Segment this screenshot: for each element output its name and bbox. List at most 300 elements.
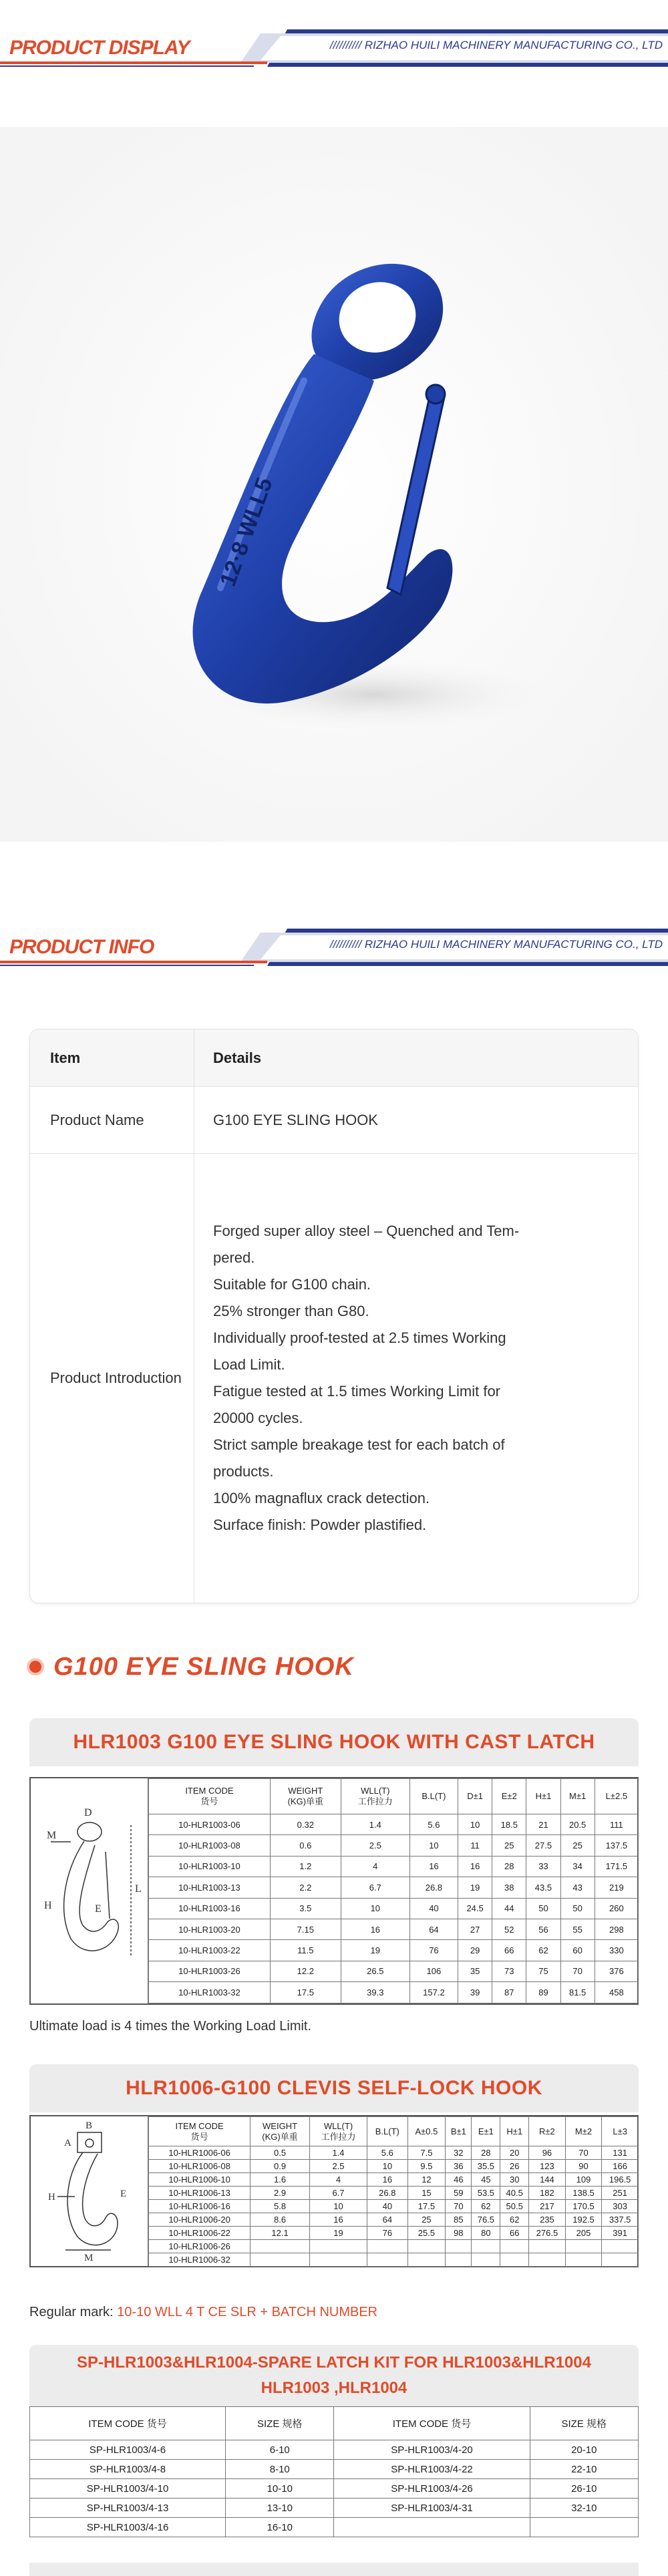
intro-line: Suitable for G100 chain. <box>213 1276 371 1293</box>
table-cell: 2.2 <box>270 1877 341 1898</box>
table-cell: 30 <box>500 2173 529 2187</box>
intro-line: Strict sample breakage test for each batch of <box>213 1436 505 1453</box>
table-cell: 45 <box>472 2173 500 2187</box>
product-info-table <box>29 1029 639 1603</box>
column-header-text: WEIGHT <box>288 1786 323 1796</box>
latch-kit-table <box>29 2406 639 2537</box>
regular-mark-value: 10-10 WLL 4 T CE SLR + BATCH NUMBER <box>117 2305 378 2319</box>
table-cell: 25 <box>560 1835 595 1856</box>
table-cell: 85 <box>446 2213 472 2227</box>
table-row <box>149 1898 639 1919</box>
table-cell: 10-HLR1003-22 <box>149 1940 271 1961</box>
table-row <box>149 2227 639 2240</box>
table-cell: 12.1 <box>251 2227 310 2240</box>
table-cell <box>251 2240 310 2253</box>
header-item: Item <box>30 1029 194 1086</box>
table-cell: 4 <box>341 1856 409 1877</box>
table-cell: SP-HLR1003/4-8 <box>30 2460 226 2479</box>
column-header-subtext: 工作拉力 <box>357 1796 393 1806</box>
dim-label-l: L <box>135 1883 142 1895</box>
table-cell: 12.2 <box>270 1961 341 1981</box>
table-cell: 458 <box>595 1982 638 2003</box>
intro-line: 25% stronger than G80. <box>213 1303 369 1319</box>
table-cell: 16 <box>309 2213 367 2227</box>
column-header <box>367 2117 407 2146</box>
hook-marking: 12·8 WLL5 <box>214 474 278 590</box>
table-cell: 106 <box>409 1961 458 1981</box>
table-cell: 137.5 <box>595 1835 638 1856</box>
table-cell <box>500 2253 529 2267</box>
table-row <box>149 2253 639 2267</box>
table-row <box>30 2460 639 2479</box>
table-header-row <box>149 1779 639 1814</box>
column-header-text: M±1 <box>569 1791 587 1801</box>
table-row <box>149 2200 639 2213</box>
table-cell: 76 <box>367 2227 407 2240</box>
table-cell <box>565 2240 602 2253</box>
table-cell: 32 <box>446 2146 472 2160</box>
column-header-text: B.L(T) <box>375 2126 399 2136</box>
column-header <box>565 2117 602 2146</box>
table-cell <box>602 2253 639 2267</box>
table-cell: 10-HLR1006-16 <box>149 2200 251 2213</box>
table-cell: 59 <box>446 2187 472 2200</box>
table-cell: 337.5 <box>602 2213 639 2227</box>
column-header-text: M±2 <box>574 2126 593 2136</box>
table-cell: 5.6 <box>409 1814 458 1835</box>
table-cell <box>472 2253 500 2267</box>
intro-line: Fatigue tested at 1.5 times Working Limit for <box>213 1383 500 1400</box>
table-cell: SP-HLR1003/4-13 <box>30 2499 226 2518</box>
table-cell: 276.5 <box>529 2227 566 2240</box>
table-cell <box>500 2240 529 2253</box>
table-row <box>149 1835 639 1856</box>
clevis-hook-diagram-icon <box>31 2116 148 2266</box>
column-header <box>446 2117 472 2146</box>
table-cell: 10-HLR1006-22 <box>149 2227 251 2240</box>
column-header-subtext: 货号 <box>200 1796 218 1806</box>
table-cell: 43.5 <box>526 1877 560 1898</box>
hlr1006-table <box>148 2116 639 2267</box>
product-name-value: G100 EYE SLING HOOK <box>213 1111 378 1128</box>
column-header-text: E±1 <box>478 2126 494 2136</box>
table-cell: 39 <box>458 1982 492 2003</box>
table-cell: 0.9 <box>251 2160 310 2173</box>
table-cell: 1.6 <box>251 2173 310 2187</box>
table-cell: 25 <box>407 2213 446 2227</box>
table-row <box>149 1856 639 1877</box>
table-cell: 16-10 <box>226 2518 334 2537</box>
table-cell: 10-HLR1006-32 <box>149 2253 251 2267</box>
table-cell: 43 <box>560 1877 595 1898</box>
table-cell: 20.5 <box>560 1814 595 1835</box>
table-cell: 21 <box>526 1814 560 1835</box>
table-cell: 50 <box>560 1898 595 1919</box>
hlr1003-spec-table <box>29 1777 639 2005</box>
section-heading <box>27 1650 354 1683</box>
column-header-text: WLL(T) <box>323 2120 353 2131</box>
table-row <box>149 1814 639 1835</box>
table-cell: 16 <box>458 1856 492 1877</box>
column-header <box>595 1779 638 1814</box>
table-cell: 123 <box>529 2160 566 2173</box>
table-cell: 17.5 <box>270 1982 341 2003</box>
table-cell: SP-HLR1003/4-20 <box>334 2440 530 2460</box>
table-cell <box>446 2240 472 2253</box>
table-cell: 70 <box>446 2200 472 2213</box>
dim-label-e: E <box>120 2189 127 2199</box>
table-cell: 64 <box>409 1919 458 1939</box>
table-cell: 28 <box>472 2146 500 2160</box>
table-cell: 2.9 <box>251 2187 310 2200</box>
column-header-subtext: 货号 <box>190 2131 208 2142</box>
hlr1006-spec-table <box>29 2115 639 2267</box>
dim-label-e: E <box>95 1903 102 1915</box>
table-cell: 235 <box>529 2213 566 2227</box>
column-header <box>149 1779 271 1814</box>
banner-company: ////////// RIZHAO HUILI MACHINERY MANUFACTURING CO., LTD <box>329 938 663 951</box>
banner-underline <box>0 61 267 64</box>
table-cell: 44 <box>492 1898 526 1919</box>
column-header-text: ITEM CODE <box>175 2120 224 2131</box>
product-intro-label: Product Introduction <box>30 1154 194 1603</box>
header-details: Details <box>213 1049 262 1066</box>
table-cell: 28 <box>492 1856 526 1877</box>
table-cell: 16 <box>341 1919 409 1939</box>
table-cell <box>309 2253 367 2267</box>
column-header <box>149 2117 251 2146</box>
column-header <box>529 2117 566 2146</box>
table-cell: 26-10 <box>530 2479 638 2499</box>
column-header <box>560 1779 595 1814</box>
table-cell: SP-HLR1003/4-16 <box>30 2518 226 2537</box>
table-cell: 73 <box>492 1961 526 1981</box>
banner-product-info <box>0 929 668 966</box>
table-cell: 15 <box>407 2187 446 2200</box>
table-row <box>149 2160 639 2173</box>
table-cell: 217 <box>529 2200 566 2213</box>
table-cell: 10-HLR1003-08 <box>149 1835 271 1856</box>
column-header <box>409 1779 458 1814</box>
table-cell: 80 <box>472 2227 500 2240</box>
table-cell: 7.15 <box>270 1919 341 1939</box>
table-cell: 27.5 <box>526 1835 560 1856</box>
table-row <box>30 2499 639 2518</box>
table-cell: 2.5 <box>341 1835 409 1856</box>
banner-title: PRODUCT DISPLAY <box>9 37 190 59</box>
table-row <box>149 1940 639 1961</box>
table-cell: 5.6 <box>367 2146 407 2160</box>
table-cell: 10-HLR1006-08 <box>149 2160 251 2173</box>
table-cell: 3.5 <box>270 1898 341 1919</box>
column-header: SIZE 规格 <box>226 2407 334 2440</box>
column-header: ITEM CODE 货号 <box>30 2407 226 2440</box>
column-header-text: H±1 <box>535 1791 552 1801</box>
table-cell: 70 <box>565 2146 602 2160</box>
table-cell: 2.5 <box>309 2160 367 2173</box>
table-row <box>30 2518 639 2537</box>
table-cell: 5.8 <box>251 2200 310 2213</box>
hlr1003-title: HLR1003 G100 EYE SLING HOOK WITH CAST LATCH <box>29 1718 639 1766</box>
table-cell: 64 <box>367 2213 407 2227</box>
table-row <box>149 1919 639 1939</box>
table-cell: 330 <box>595 1940 638 1961</box>
table-cell <box>530 2518 638 2537</box>
table-cell: 376 <box>595 1961 638 1981</box>
table-cell: 11 <box>458 1835 492 1856</box>
table-cell: 166 <box>602 2160 639 2173</box>
table-cell: 0.5 <box>251 2146 310 2160</box>
hlr1003-note: Ultimate load is 4 times the Working Load Limit. <box>29 2019 312 2034</box>
table-cell: 10-HLR1006-06 <box>149 2146 251 2160</box>
dim-label-d: D <box>84 1807 92 1818</box>
column-header <box>472 2117 500 2146</box>
row-product-name <box>30 1087 638 1154</box>
column-header-text: B.L(T) <box>422 1791 446 1801</box>
intro-line: products. <box>213 1463 274 1480</box>
table-cell: 131 <box>602 2146 639 2160</box>
table-cell: 6-10 <box>226 2440 334 2460</box>
hook-illustration <box>0 127 668 842</box>
table-cell: 40 <box>367 2200 407 2213</box>
table-header-row <box>30 2407 639 2440</box>
table-cell <box>565 2253 602 2267</box>
table-cell: 109 <box>565 2173 602 2187</box>
banner-underline <box>0 961 267 963</box>
column-header-text: WLL(T) <box>361 1786 390 1796</box>
table-cell: 10 <box>458 1814 492 1835</box>
table-cell: 182 <box>529 2187 566 2200</box>
table-cell: 10 <box>367 2160 407 2173</box>
column-header: ITEM CODE 货号 <box>334 2407 530 2440</box>
table-cell: 76 <box>409 1940 458 1961</box>
banner-company: ////////// RIZHAO HUILI MACHINERY MANUFACTURING CO., LTD <box>329 39 663 51</box>
column-header <box>341 1779 409 1814</box>
column-header <box>270 1779 341 1814</box>
table-cell: 26.8 <box>367 2187 407 2200</box>
column-header <box>602 2117 639 2146</box>
table-cell: 0.32 <box>270 1814 341 1835</box>
intro-line: Load Limit. <box>213 1356 285 1373</box>
table-cell: 205 <box>565 2227 602 2240</box>
table-cell: 38 <box>492 1877 526 1898</box>
info-table-header <box>30 1029 638 1087</box>
table-cell: 219 <box>595 1877 638 1898</box>
table-cell <box>529 2240 566 2253</box>
column-header-text: E±2 <box>501 1791 517 1801</box>
table-cell: 40.5 <box>500 2187 529 2200</box>
column-header <box>500 2117 529 2146</box>
column-header-subtext: (KG)单重 <box>262 2131 298 2142</box>
table-cell: 6.7 <box>309 2187 367 2200</box>
table-cell: 4 <box>309 2173 367 2187</box>
intro-line: Individually proof-tested at 2.5 times Working <box>213 1329 506 1346</box>
table-cell: 35 <box>458 1961 492 1981</box>
table-cell: 62 <box>472 2200 500 2213</box>
table-cell: 53.5 <box>472 2187 500 2200</box>
table-row <box>149 2187 639 2200</box>
table-cell: 10 <box>409 1835 458 1856</box>
table-cell <box>367 2253 407 2267</box>
column-header <box>407 2117 446 2146</box>
table-cell: 9.5 <box>407 2160 446 2173</box>
banner-product-display <box>0 29 668 67</box>
table-cell: 144 <box>529 2173 566 2187</box>
table-cell: 29 <box>458 1940 492 1961</box>
table-cell <box>334 2518 530 2537</box>
table-cell: 1.2 <box>270 1856 341 1877</box>
table-cell: 10-HLR1003-10 <box>149 1856 271 1877</box>
table-cell: 0.6 <box>270 1835 341 1856</box>
latch-kit-title-line1: SP-HLR1003&HLR1004-SPARE LATCH KIT FOR HLR1003&HLR1004 <box>77 2354 591 2372</box>
dim-label-m: M <box>47 1830 57 1841</box>
table-row <box>30 2440 639 2460</box>
table-cell: 1.4 <box>309 2146 367 2160</box>
table-cell: 96 <box>529 2146 566 2160</box>
table-cell: 89 <box>526 1982 560 2003</box>
table-cell: 10-HLR1006-20 <box>149 2213 251 2227</box>
table-cell: SP-HLR1003/4-31 <box>334 2499 530 2518</box>
column-header-text: ITEM CODE <box>185 1786 234 1796</box>
table-cell: 75 <box>526 1961 560 1981</box>
table-cell: 40 <box>409 1898 458 1919</box>
banner-underline-navy <box>0 65 254 67</box>
table-cell: 50.5 <box>500 2200 529 2213</box>
column-header: SIZE 规格 <box>530 2407 638 2440</box>
product-intro-text <box>194 1154 535 1603</box>
table-cell: 11.5 <box>270 1940 341 1961</box>
table-cell: 10-HLR1006-10 <box>149 2173 251 2187</box>
table-cell: 39.3 <box>341 1982 409 2003</box>
table-cell: 10-10 <box>226 2479 334 2499</box>
dim-label-a: A <box>64 2138 71 2148</box>
table-cell: 70 <box>560 1961 595 1981</box>
table-cell: 16 <box>409 1856 458 1877</box>
table-cell: 298 <box>595 1919 638 1939</box>
eye-hook-diagram-icon <box>31 1778 148 2003</box>
table-row <box>149 2213 639 2227</box>
table-cell <box>367 2240 407 2253</box>
table-cell: 12 <box>407 2173 446 2187</box>
table-cell: 33 <box>526 1856 560 1877</box>
table-cell: 171.5 <box>595 1856 638 1877</box>
dim-label-m: M <box>84 2253 94 2263</box>
table-cell: 10-HLR1003-32 <box>149 1982 271 2003</box>
column-header-text: L±2.5 <box>605 1791 628 1801</box>
table-cell: SP-HLR1003/4-10 <box>30 2479 226 2499</box>
product-photo <box>0 127 668 842</box>
table-cell: 6.7 <box>341 1877 409 1898</box>
table-cell: 81.5 <box>560 1982 595 2003</box>
column-header <box>492 1779 526 1814</box>
regular-mark-note <box>29 2305 377 2320</box>
table-cell: 303 <box>602 2200 639 2213</box>
table-row <box>149 2240 639 2253</box>
column-header-text: A±0.5 <box>415 2126 438 2136</box>
table-cell: 13-10 <box>226 2499 334 2518</box>
column-header-text: H±1 <box>506 2126 523 2136</box>
hlr1006-figure <box>31 2116 148 2266</box>
table-row <box>149 1961 639 1981</box>
table-cell <box>602 2240 639 2253</box>
table-header-row <box>149 2117 639 2146</box>
table-cell: 26.5 <box>341 1961 409 1981</box>
table-cell: 56 <box>526 1919 560 1939</box>
table-cell: 251 <box>602 2187 639 2200</box>
table-cell <box>407 2253 446 2267</box>
table-cell: 62 <box>526 1940 560 1961</box>
table-cell: 10-HLR1003-13 <box>149 1877 271 1898</box>
dim-label-b: B <box>86 2120 93 2131</box>
row-product-introduction <box>30 1154 638 1603</box>
table-row <box>149 1982 639 2003</box>
banner-title: PRODUCT INFO <box>9 936 154 958</box>
table-cell <box>309 2240 367 2253</box>
table-cell: 7.5 <box>407 2146 446 2160</box>
table-cell: 87 <box>492 1982 526 2003</box>
column-header-text: R±2 <box>539 2126 555 2136</box>
column-header <box>251 2117 310 2146</box>
latch-kit-footer <box>29 2563 639 2576</box>
column-header <box>458 1779 492 1814</box>
table-cell: 260 <box>595 1898 638 1919</box>
table-cell: 10-HLR1003-26 <box>149 1961 271 1981</box>
latch-kit-title-line2: HLR1003 ,HLR1004 <box>261 2379 407 2397</box>
hlr1006-title: HLR1006-G100 CLEVIS SELF-LOCK HOOK <box>29 2064 639 2112</box>
intro-line: Surface finish: Powder plastified. <box>213 1516 427 1533</box>
table-cell: 36 <box>446 2160 472 2173</box>
table-cell: 20 <box>500 2146 529 2160</box>
table-cell: 66 <box>492 1940 526 1961</box>
table-cell: 20-10 <box>530 2440 638 2460</box>
table-cell: 25.5 <box>407 2227 446 2240</box>
intro-line: 20000 cycles. <box>213 1410 303 1426</box>
column-header-text: D±1 <box>467 1791 483 1801</box>
table-cell: 8-10 <box>226 2460 334 2479</box>
banner-underline-navy <box>0 965 254 966</box>
dim-label-h: H <box>48 2192 55 2203</box>
table-cell: SP-HLR1003/4-26 <box>334 2479 530 2499</box>
table-cell: SP-HLR1003/4-22 <box>334 2460 530 2479</box>
latch-kit-title <box>29 2345 639 2406</box>
hlr1003-table <box>148 1778 639 2003</box>
table-cell: 10-HLR1003-06 <box>149 1814 271 1835</box>
intro-line: 100% magnaflux crack detection. <box>213 1490 430 1506</box>
table-cell: 66 <box>500 2227 529 2240</box>
column-header-text: L±3 <box>613 2126 627 2136</box>
table-cell: 192.5 <box>565 2213 602 2227</box>
section-heading-text: G100 EYE SLING HOOK <box>53 1652 354 1681</box>
table-cell: 17.5 <box>407 2200 446 2213</box>
dim-label-h: H <box>44 1900 52 1911</box>
table-row <box>149 1877 639 1898</box>
table-row <box>30 2479 639 2499</box>
table-cell <box>251 2253 310 2267</box>
column-header-text: B±1 <box>450 2126 466 2136</box>
table-cell: 10-HLR1003-16 <box>149 1898 271 1919</box>
table-cell: 16 <box>367 2173 407 2187</box>
column-header-text: WEIGHT <box>263 2120 298 2131</box>
table-cell: 10-HLR1003-20 <box>149 1919 271 1939</box>
table-cell: 391 <box>602 2227 639 2240</box>
table-row <box>149 2146 639 2160</box>
table-cell: 19 <box>458 1877 492 1898</box>
table-cell: 60 <box>560 1940 595 1961</box>
column-header-subtext: (KG)单重 <box>287 1796 324 1806</box>
table-cell: 1.4 <box>341 1814 409 1835</box>
table-cell: 170.5 <box>565 2200 602 2213</box>
hlr1003-figure <box>31 1778 148 2003</box>
